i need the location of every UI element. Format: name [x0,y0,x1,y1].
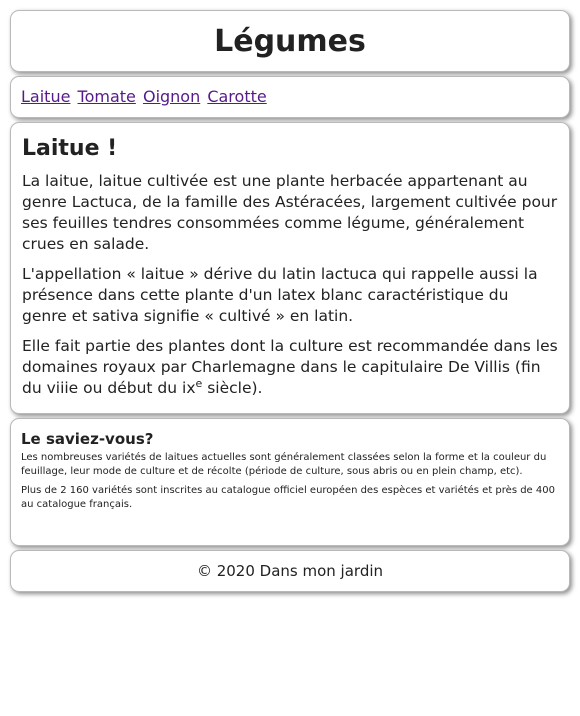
main-nav [10,76,570,118]
aside-title: Le saviez-vous? [21,430,154,448]
article-section [10,122,570,414]
century-superscript: e [195,376,203,390]
page-title: Légumes [214,24,366,59]
article-paragraph [22,336,558,399]
article-paragraph-text-end: siècle). [202,379,263,397]
article-title: Laitue ! [22,136,118,161]
aside-paragraph: Plus de 2 160 variétés sont inscrites au catalogue officiel européen des espèces et variétés et près de 400 au catalogue français. [21,485,555,510]
nav-link-tomate[interactable]: Tomate [77,87,136,106]
page-header [10,10,570,72]
aside-paragraph: Les nombreuses variétés de laitues actuelles sont généralement classées selon la forme et la couleur du feuillage, leur mode de culture et de récolte (période de culture, sous abris ou en plein champ, etc). [21,452,547,477]
page-footer [10,550,570,592]
nav-link-laitue[interactable]: Laitue [21,87,71,106]
article-paragraph: La laitue, laitue cultivée est une plante herbacée appartenant au genre Lactuca, de la famille des Astéracées, largement cultivée pour ses feuilles tendres consommées comme légume, généralement crues en salade. [22,172,558,253]
did-you-know-aside [10,418,570,546]
nav-link-carotte[interactable]: Carotte [207,87,267,106]
footer-copyright: © 2020 Dans mon jardin [196,562,384,580]
article-paragraph: L'appellation « laitue » dérive du latin lactuca qui rappelle aussi la présence dans cette plante d'un latex blanc caractéristique du genre et sativa signifie « cultivé » en latin. [22,265,538,325]
nav-link-oignon[interactable]: Oignon [142,87,201,106]
article-paragraph-text: Elle fait partie des plantes dont la culture est recommandée dans les domaines royaux par Charlemagne dans le capitulaire De Villis (fin du viiie ou début du ix [22,337,558,397]
